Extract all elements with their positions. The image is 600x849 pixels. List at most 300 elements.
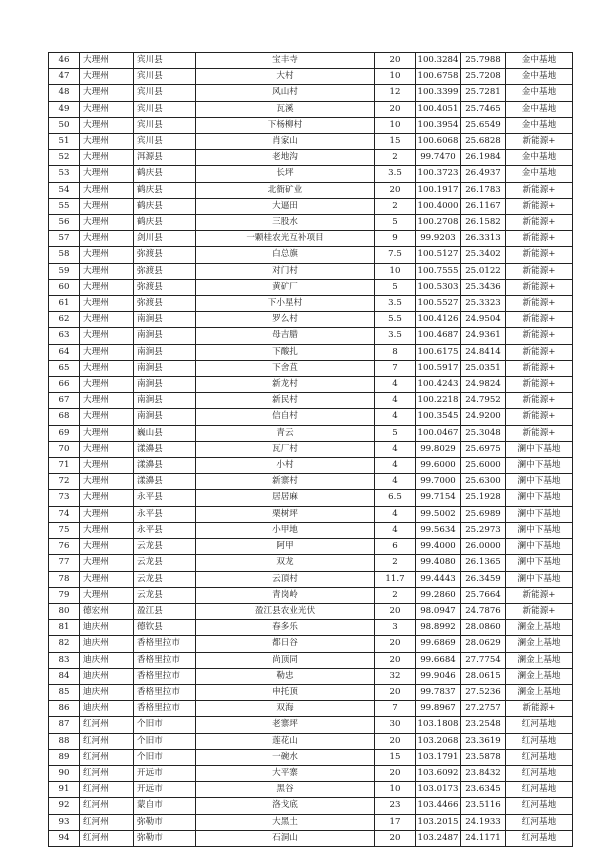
site-name-cell: 大村 [196, 69, 375, 85]
longitude-cell: 103.2487 [416, 830, 461, 846]
latitude-cell: 26.1582 [461, 215, 506, 231]
county-cell: 南涧县 [134, 344, 196, 360]
longitude-cell: 103.4466 [416, 798, 461, 814]
table-row [49, 814, 573, 830]
latitude-cell: 25.7281 [461, 85, 506, 101]
row-number: 74 [49, 506, 80, 522]
row-number: 71 [49, 458, 80, 474]
table-row [49, 279, 573, 295]
latitude-cell: 23.3619 [461, 733, 506, 749]
county-cell: 云龙县 [134, 555, 196, 571]
site-name-cell: 一颗桂农光互补项目 [196, 231, 375, 247]
county-cell: 宾川县 [134, 69, 196, 85]
county-cell: 南涧县 [134, 393, 196, 409]
table-row [49, 215, 573, 231]
latitude-cell: 23.5878 [461, 749, 506, 765]
base-cell: 新能源+ [506, 198, 573, 214]
longitude-cell: 100.6068 [416, 134, 461, 150]
row-number: 92 [49, 798, 80, 814]
base-cell: 新能源+ [506, 215, 573, 231]
longitude-cell: 99.8029 [416, 441, 461, 457]
longitude-cell: 99.4080 [416, 555, 461, 571]
capacity-cell: 20 [375, 684, 416, 700]
county-cell: 德钦县 [134, 620, 196, 636]
base-cell: 金中基地 [506, 69, 573, 85]
county-cell: 漾濞县 [134, 474, 196, 490]
prefecture-cell: 迪庆州 [80, 684, 134, 700]
latitude-cell: 25.1928 [461, 490, 506, 506]
county-cell: 个旧市 [134, 717, 196, 733]
table-row [49, 312, 573, 328]
capacity-cell: 3 [375, 620, 416, 636]
county-cell: 剑川县 [134, 231, 196, 247]
base-cell: 新能源+ [506, 247, 573, 263]
base-cell: 新能源+ [506, 296, 573, 312]
capacity-cell: 5 [375, 279, 416, 295]
latitude-cell: 25.3436 [461, 279, 506, 295]
row-number: 87 [49, 717, 80, 733]
row-number: 62 [49, 312, 80, 328]
latitude-cell: 25.0122 [461, 263, 506, 279]
longitude-cell: 99.4000 [416, 539, 461, 555]
site-name-cell: 尚顶同 [196, 652, 375, 668]
capacity-cell: 20 [375, 652, 416, 668]
base-cell: 澜金上基地 [506, 668, 573, 684]
row-number: 65 [49, 360, 80, 376]
site-name-cell: 肖家山 [196, 134, 375, 150]
base-cell: 澜中下基地 [506, 458, 573, 474]
site-name-cell: 下杨柳村 [196, 117, 375, 133]
site-name-cell: 下小星村 [196, 296, 375, 312]
capacity-cell: 9 [375, 231, 416, 247]
capacity-cell: 10 [375, 263, 416, 279]
table-row [49, 733, 573, 749]
base-cell: 新能源+ [506, 360, 573, 376]
base-cell: 新能源+ [506, 231, 573, 247]
base-cell: 新能源+ [506, 328, 573, 344]
longitude-cell: 100.5527 [416, 296, 461, 312]
row-number: 58 [49, 247, 80, 263]
latitude-cell: 27.5236 [461, 684, 506, 700]
longitude-cell: 103.6092 [416, 765, 461, 781]
prefecture-cell: 大理州 [80, 69, 134, 85]
prefecture-cell: 红河州 [80, 830, 134, 846]
longitude-cell: 100.3723 [416, 166, 461, 182]
site-name-cell: 黄矿厂 [196, 279, 375, 295]
base-cell: 金中基地 [506, 150, 573, 166]
capacity-cell: 20 [375, 765, 416, 781]
latitude-cell: 25.7988 [461, 53, 506, 69]
capacity-cell: 3.5 [375, 328, 416, 344]
row-number: 75 [49, 522, 80, 538]
latitude-cell: 24.7952 [461, 393, 506, 409]
longitude-cell: 100.3545 [416, 409, 461, 425]
capacity-cell: 3.5 [375, 166, 416, 182]
site-name-cell: 下舍苴 [196, 360, 375, 376]
county-cell: 个旧市 [134, 733, 196, 749]
capacity-cell: 20 [375, 101, 416, 117]
latitude-cell: 24.7876 [461, 603, 506, 619]
capacity-cell: 7 [375, 360, 416, 376]
county-cell: 鹤庆县 [134, 182, 196, 198]
longitude-cell: 100.1917 [416, 182, 461, 198]
site-name-cell: 老寨坪 [196, 717, 375, 733]
county-cell: 宾川县 [134, 85, 196, 101]
capacity-cell: 4 [375, 377, 416, 393]
longitude-cell: 100.4243 [416, 377, 461, 393]
capacity-cell: 17 [375, 814, 416, 830]
county-cell: 弥渡县 [134, 296, 196, 312]
row-number: 53 [49, 166, 80, 182]
capacity-cell: 30 [375, 717, 416, 733]
latitude-cell: 28.0615 [461, 668, 506, 684]
county-cell: 个旧市 [134, 749, 196, 765]
latitude-cell: 26.1783 [461, 182, 506, 198]
table-row [49, 636, 573, 652]
site-name-cell: 云頂村 [196, 571, 375, 587]
longitude-cell: 100.4000 [416, 198, 461, 214]
base-cell: 新能源+ [506, 587, 573, 603]
county-cell: 鹤庆县 [134, 215, 196, 231]
latitude-cell: 25.2973 [461, 522, 506, 538]
table-row [49, 85, 573, 101]
capacity-cell: 2 [375, 587, 416, 603]
site-name-cell: 都日谷 [196, 636, 375, 652]
prefecture-cell: 大理州 [80, 101, 134, 117]
base-cell: 红河基地 [506, 749, 573, 765]
site-name-cell: 小甲地 [196, 522, 375, 538]
prefecture-cell: 大理州 [80, 182, 134, 198]
latitude-cell: 26.3313 [461, 231, 506, 247]
row-number: 70 [49, 441, 80, 457]
latitude-cell: 23.8432 [461, 765, 506, 781]
base-cell: 金中基地 [506, 117, 573, 133]
capacity-cell: 4 [375, 393, 416, 409]
site-name-cell: 一碗水 [196, 749, 375, 765]
site-name-cell: 石洞山 [196, 830, 375, 846]
capacity-cell: 2 [375, 150, 416, 166]
longitude-cell: 99.9046 [416, 668, 461, 684]
table-row [49, 490, 573, 506]
county-cell: 云龙县 [134, 571, 196, 587]
longitude-cell: 98.8992 [416, 620, 461, 636]
table-row [49, 441, 573, 457]
county-cell: 香格里拉市 [134, 684, 196, 700]
longitude-cell: 100.2708 [416, 215, 461, 231]
capacity-cell: 8 [375, 344, 416, 360]
latitude-cell: 24.8414 [461, 344, 506, 360]
site-name-cell: 新民村 [196, 393, 375, 409]
longitude-cell: 103.1808 [416, 717, 461, 733]
site-name-cell: 母吉腊 [196, 328, 375, 344]
county-cell: 永平县 [134, 522, 196, 538]
prefecture-cell: 迪庆州 [80, 701, 134, 717]
site-name-cell: 双海 [196, 701, 375, 717]
prefecture-cell: 大理州 [80, 409, 134, 425]
latitude-cell: 25.0351 [461, 360, 506, 376]
longitude-cell: 100.3399 [416, 85, 461, 101]
latitude-cell: 26.3459 [461, 571, 506, 587]
longitude-cell: 100.4687 [416, 328, 461, 344]
base-cell: 澜中下基地 [506, 490, 573, 506]
prefecture-cell: 大理州 [80, 571, 134, 587]
prefecture-cell: 大理州 [80, 474, 134, 490]
row-number: 94 [49, 830, 80, 846]
prefecture-cell: 红河州 [80, 814, 134, 830]
county-cell: 弥渡县 [134, 247, 196, 263]
latitude-cell: 25.6000 [461, 458, 506, 474]
county-cell: 南涧县 [134, 360, 196, 376]
table-row [49, 474, 573, 490]
latitude-cell: 25.7208 [461, 69, 506, 85]
latitude-cell: 26.1365 [461, 555, 506, 571]
base-cell: 澜中下基地 [506, 506, 573, 522]
latitude-cell: 25.7664 [461, 587, 506, 603]
prefecture-cell: 大理州 [80, 85, 134, 101]
longitude-cell: 100.6758 [416, 69, 461, 85]
site-name-cell: 宝丰寺 [196, 53, 375, 69]
county-cell: 云龙县 [134, 539, 196, 555]
capacity-cell: 4 [375, 522, 416, 538]
longitude-cell: 98.0947 [416, 603, 461, 619]
base-cell: 金中基地 [506, 101, 573, 117]
longitude-cell: 103.2015 [416, 814, 461, 830]
base-cell: 红河基地 [506, 798, 573, 814]
longitude-cell: 99.7154 [416, 490, 461, 506]
county-cell: 宾川县 [134, 101, 196, 117]
table-row [49, 701, 573, 717]
table-row [49, 684, 573, 700]
latitude-cell: 24.9824 [461, 377, 506, 393]
row-number: 84 [49, 668, 80, 684]
site-table [48, 52, 573, 847]
county-cell: 香格里拉市 [134, 652, 196, 668]
prefecture-cell: 大理州 [80, 117, 134, 133]
county-cell: 盈江县 [134, 603, 196, 619]
site-name-cell: 洛戈底 [196, 798, 375, 814]
base-cell: 澜中下基地 [506, 571, 573, 587]
capacity-cell: 5.5 [375, 312, 416, 328]
table-row [49, 134, 573, 150]
capacity-cell: 7 [375, 701, 416, 717]
capacity-cell: 23 [375, 798, 416, 814]
base-cell: 澜中下基地 [506, 441, 573, 457]
table-row [49, 344, 573, 360]
longitude-cell: 99.8967 [416, 701, 461, 717]
site-name-cell: 双龙 [196, 555, 375, 571]
capacity-cell: 15 [375, 134, 416, 150]
latitude-cell: 24.1933 [461, 814, 506, 830]
latitude-cell: 25.6828 [461, 134, 506, 150]
county-cell: 鹤庆县 [134, 198, 196, 214]
longitude-cell: 99.7470 [416, 150, 461, 166]
longitude-cell: 100.4126 [416, 312, 461, 328]
table-row [49, 765, 573, 781]
capacity-cell: 2 [375, 198, 416, 214]
table-row [49, 231, 573, 247]
capacity-cell: 32 [375, 668, 416, 684]
capacity-cell: 4 [375, 474, 416, 490]
capacity-cell: 10 [375, 117, 416, 133]
prefecture-cell: 大理州 [80, 522, 134, 538]
table-row [49, 296, 573, 312]
county-cell: 香格里拉市 [134, 701, 196, 717]
county-cell: 宾川县 [134, 53, 196, 69]
county-cell: 弥勒市 [134, 814, 196, 830]
county-cell: 弥渡县 [134, 279, 196, 295]
table-row [49, 198, 573, 214]
prefecture-cell: 大理州 [80, 587, 134, 603]
latitude-cell: 25.6975 [461, 441, 506, 457]
capacity-cell: 10 [375, 782, 416, 798]
base-cell: 新能源+ [506, 344, 573, 360]
row-number: 63 [49, 328, 80, 344]
county-cell: 宾川县 [134, 117, 196, 133]
county-cell: 香格里拉市 [134, 668, 196, 684]
base-cell: 新能源+ [506, 409, 573, 425]
county-cell: 漾濞县 [134, 441, 196, 457]
site-name-cell: 老地沟 [196, 150, 375, 166]
latitude-cell: 25.6300 [461, 474, 506, 490]
row-number: 93 [49, 814, 80, 830]
table-row [49, 360, 573, 376]
base-cell: 新能源+ [506, 377, 573, 393]
prefecture-cell: 大理州 [80, 539, 134, 555]
prefecture-cell: 大理州 [80, 279, 134, 295]
table-row [49, 393, 573, 409]
base-cell: 澜中下基地 [506, 539, 573, 555]
site-name-cell: 下酸扎 [196, 344, 375, 360]
base-cell: 新能源+ [506, 134, 573, 150]
table-row [49, 377, 573, 393]
longitude-cell: 99.6869 [416, 636, 461, 652]
row-number: 88 [49, 733, 80, 749]
capacity-cell: 4 [375, 458, 416, 474]
base-cell: 新能源+ [506, 393, 573, 409]
site-name-cell: 北衙矿业 [196, 182, 375, 198]
base-cell: 澜金上基地 [506, 684, 573, 700]
row-number: 73 [49, 490, 80, 506]
capacity-cell: 4 [375, 409, 416, 425]
capacity-cell: 2 [375, 555, 416, 571]
row-number: 85 [49, 684, 80, 700]
prefecture-cell: 大理州 [80, 425, 134, 441]
prefecture-cell: 大理州 [80, 458, 134, 474]
longitude-cell: 99.4443 [416, 571, 461, 587]
row-number: 91 [49, 782, 80, 798]
site-name-cell: 罗么村 [196, 312, 375, 328]
prefecture-cell: 大理州 [80, 53, 134, 69]
row-number: 47 [49, 69, 80, 85]
longitude-cell: 100.2218 [416, 393, 461, 409]
site-name-cell: 青岗岭 [196, 587, 375, 603]
base-cell: 新能源+ [506, 312, 573, 328]
row-number: 81 [49, 620, 80, 636]
longitude-cell: 100.0467 [416, 425, 461, 441]
prefecture-cell: 大理州 [80, 393, 134, 409]
latitude-cell: 27.2757 [461, 701, 506, 717]
base-cell: 红河基地 [506, 782, 573, 798]
latitude-cell: 24.1171 [461, 830, 506, 846]
longitude-cell: 100.3284 [416, 53, 461, 69]
latitude-cell: 26.0000 [461, 539, 506, 555]
table-row [49, 263, 573, 279]
longitude-cell: 100.5303 [416, 279, 461, 295]
longitude-cell: 103.2068 [416, 733, 461, 749]
table-row [49, 603, 573, 619]
site-name-cell: 新寨村 [196, 474, 375, 490]
prefecture-cell: 德宏州 [80, 603, 134, 619]
longitude-cell: 100.3954 [416, 117, 461, 133]
base-cell: 红河基地 [506, 814, 573, 830]
site-name-cell: 大黑土 [196, 814, 375, 830]
prefecture-cell: 红河州 [80, 717, 134, 733]
table-row [49, 830, 573, 846]
latitude-cell: 23.2548 [461, 717, 506, 733]
base-cell: 澜金上基地 [506, 636, 573, 652]
prefecture-cell: 迪庆州 [80, 636, 134, 652]
base-cell: 金中基地 [506, 53, 573, 69]
prefecture-cell: 大理州 [80, 247, 134, 263]
county-cell: 南涧县 [134, 328, 196, 344]
capacity-cell: 3.5 [375, 296, 416, 312]
table-row [49, 668, 573, 684]
capacity-cell: 7.5 [375, 247, 416, 263]
county-cell: 云龙县 [134, 587, 196, 603]
base-cell: 新能源+ [506, 182, 573, 198]
site-name-cell: 瓦厂村 [196, 441, 375, 457]
latitude-cell: 25.6549 [461, 117, 506, 133]
latitude-cell: 25.6989 [461, 506, 506, 522]
row-number: 66 [49, 377, 80, 393]
row-number: 79 [49, 587, 80, 603]
prefecture-cell: 大理州 [80, 150, 134, 166]
row-number: 60 [49, 279, 80, 295]
table-row [49, 69, 573, 85]
longitude-cell: 99.7837 [416, 684, 461, 700]
row-number: 69 [49, 425, 80, 441]
site-name-cell: 大逼田 [196, 198, 375, 214]
row-number: 57 [49, 231, 80, 247]
prefecture-cell: 红河州 [80, 782, 134, 798]
site-name-cell: 盈江县农业光伏 [196, 603, 375, 619]
longitude-cell: 99.2860 [416, 587, 461, 603]
latitude-cell: 26.4937 [461, 166, 506, 182]
table-row [49, 166, 573, 182]
longitude-cell: 100.6175 [416, 344, 461, 360]
site-name-cell: 风山村 [196, 85, 375, 101]
row-number: 89 [49, 749, 80, 765]
latitude-cell: 24.9504 [461, 312, 506, 328]
capacity-cell: 10 [375, 69, 416, 85]
prefecture-cell: 大理州 [80, 328, 134, 344]
latitude-cell: 26.1984 [461, 150, 506, 166]
county-cell: 鹤庆县 [134, 166, 196, 182]
county-cell: 南涧县 [134, 377, 196, 393]
latitude-cell: 23.6345 [461, 782, 506, 798]
longitude-cell: 103.0173 [416, 782, 461, 798]
prefecture-cell: 大理州 [80, 441, 134, 457]
site-name-cell: 黑谷 [196, 782, 375, 798]
site-name-cell: 青云 [196, 425, 375, 441]
county-cell: 开远市 [134, 765, 196, 781]
site-name-cell: 春多乐 [196, 620, 375, 636]
site-name-cell: 信自村 [196, 409, 375, 425]
capacity-cell: 6 [375, 539, 416, 555]
base-cell: 澜金上基地 [506, 620, 573, 636]
row-number: 46 [49, 53, 80, 69]
row-number: 51 [49, 134, 80, 150]
